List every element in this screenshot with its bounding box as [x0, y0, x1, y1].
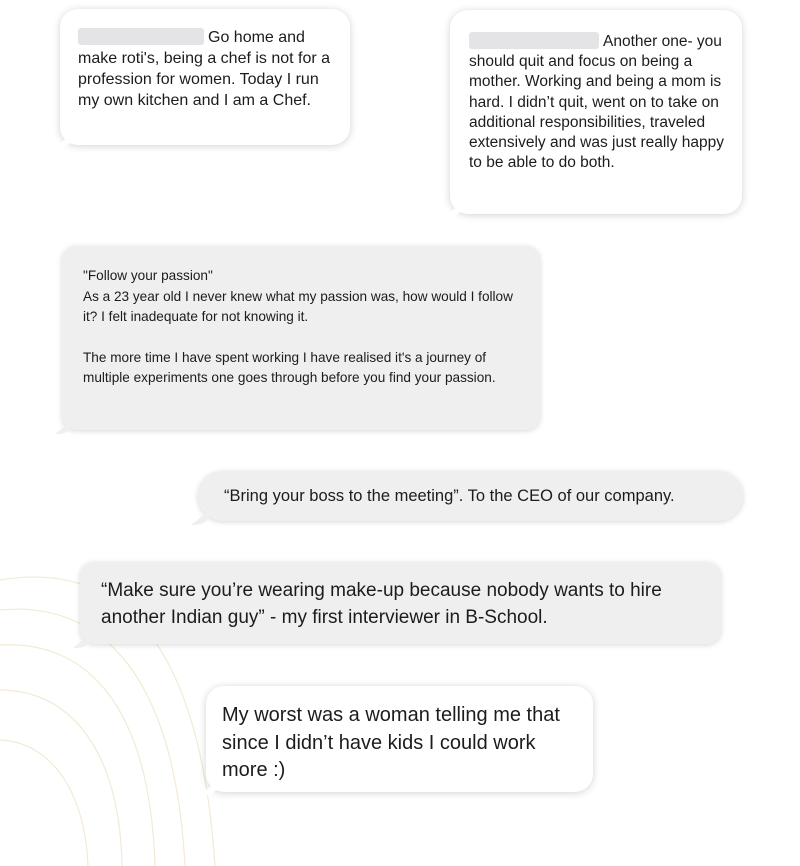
message-text: “Bring your boss to the meeting”. To the CEO of our company.	[224, 487, 675, 505]
redacted-name	[78, 28, 204, 45]
message-text: “Make sure you’re wearing make-up because nobody wants to hire another Indian guy” - my first interviewer in B-School.	[101, 580, 662, 628]
message-bubble-boss	[198, 471, 743, 521]
message-bubble-mother	[450, 10, 742, 214]
message-bubble-makeup	[80, 562, 721, 644]
message-text: The more time I have spent working I have realised it's a journey of multiple experiments one goes through before you find your passion.	[83, 349, 496, 385]
message-bubble-chef	[60, 9, 350, 145]
message-text: Go home and make roti's, being a chef is not for a profession for women. Today I run my own kitchen and I am a Chef.	[78, 29, 331, 109]
message-text: As a 23 year old I never knew what my passion was, how would I follow it? I felt inadequate for not knowing it.	[83, 288, 513, 324]
message-bubble-passion	[62, 246, 540, 430]
message-bubble-kids	[206, 686, 593, 792]
redacted-name	[469, 32, 599, 49]
message-text: Another one- you should quit and focus on being a mother. Working and being a mom is hard. I didn’t quit, went on to take on additional responsibilities, traveled extensively and was just really happy to be able to do both.	[469, 33, 725, 172]
message-text: My worst was a woman telling me that since I didn’t have kids I could work more :)	[222, 704, 560, 781]
message-quote: "Follow your passion"	[83, 268, 213, 283]
